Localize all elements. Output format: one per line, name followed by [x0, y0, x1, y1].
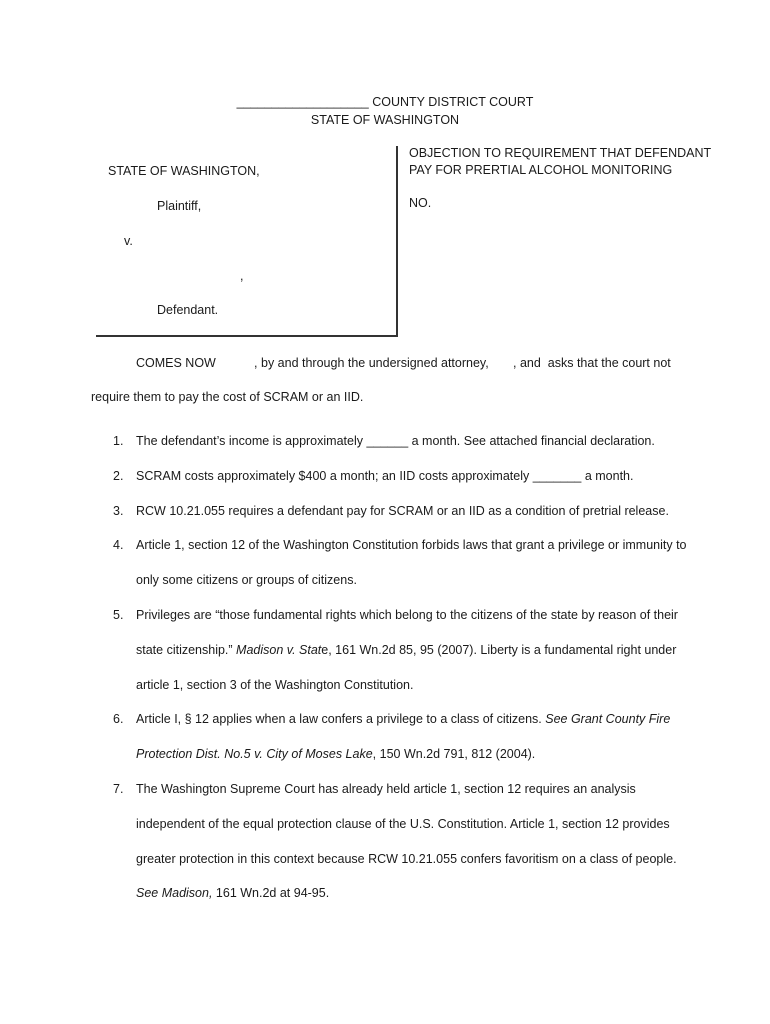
list-item	[0, 494, 696, 529]
caption-divider-vertical	[396, 146, 398, 336]
intro-line-1: COMES NOW , by and through the undersigned attorney, , and asks that the court not	[136, 356, 671, 370]
numbered-argument-list	[0, 424, 770, 911]
case-number-label: NO.	[409, 196, 432, 210]
list-item-text: , 150 Wn.2d 791, 812 (2004).	[372, 747, 536, 762]
document-title-line-2: PAY FOR PRERTIAL ALCOHOL MONITORING	[409, 163, 673, 177]
caption-divider-horizontal	[96, 335, 398, 337]
list-item-text: Article I, § 12 applies when a law confers a privilege to a class of citizens.	[136, 712, 546, 727]
list-item-number: 3.	[113, 503, 124, 518]
case-citation: See Grant County Fire Protection Dist. No.5 v. City of Moses Lake	[136, 712, 671, 762]
case-citation: See Madison,	[136, 886, 213, 901]
state-heading: STATE OF WASHINGTON	[310, 113, 460, 127]
list-item-text: Article 1, section 12 of the Washington Constitution forbids laws that grant a privilege or immunity to only some citizens or groups of citizens.	[136, 538, 687, 588]
case-citation: Madison v. Stat	[236, 642, 322, 657]
list-item	[0, 702, 696, 772]
list-item-text: 161 Wn.2d at 94-95.	[212, 886, 330, 901]
intro-line-2: require them to pay the cost of SCRAM or an IID.	[91, 390, 364, 404]
list-item-text: Privileges are “those fundamental rights which belong to the citizens of the state by reason of their state citizenship.”	[136, 607, 678, 657]
list-item-number: 1.	[113, 434, 124, 448]
court-name-line: ___________________ COUNTY DISTRICT COURT	[236, 95, 534, 109]
list-item-number: 2.	[113, 468, 124, 483]
list-item	[0, 459, 696, 494]
plaintiff-name: STATE OF WASHINGTON,	[108, 164, 260, 178]
list-item-text: RCW 10.21.055 requires a defendant pay for SCRAM or an IID as a condition of pretrial release.	[136, 503, 669, 518]
plaintiff-label: Plaintiff,	[157, 199, 202, 213]
list-item-text: SCRAM costs approximately $400 a month; an IID costs approximately _______ a month.	[136, 468, 634, 483]
list-item-text: The defendant’s income is approximately ______ a month. See attached financial declaration.	[136, 434, 655, 448]
list-item-number: 5.	[113, 607, 124, 622]
list-item-text: The Washington Supreme Court has already held article 1, section 12 requires an analysis independent of the equal protection clause of the U.S. Constitution. Article 1, section 12 provides greater protection in this context because RCW 10.21.055 confers favoritism on a class of people.	[136, 781, 677, 866]
list-item-number: 7.	[113, 781, 124, 796]
document-title-line-1: OBJECTION TO REQUIREMENT THAT DEFENDANT	[409, 146, 712, 160]
defendant-name-comma: ,	[240, 269, 244, 283]
list-item	[0, 424, 696, 459]
versus-label: v.	[124, 234, 133, 248]
defendant-label: Defendant.	[157, 303, 219, 317]
list-item	[0, 598, 696, 702]
list-item-number: 6.	[113, 712, 124, 727]
list-item	[0, 528, 696, 598]
list-item-text: e, 161 Wn.2d 85, 95 (2007). Liberty is a fundamental right under article 1, section 3 of the Washington Constitution.	[136, 642, 677, 692]
list-item-number: 4.	[113, 538, 124, 553]
list-item	[0, 772, 696, 911]
